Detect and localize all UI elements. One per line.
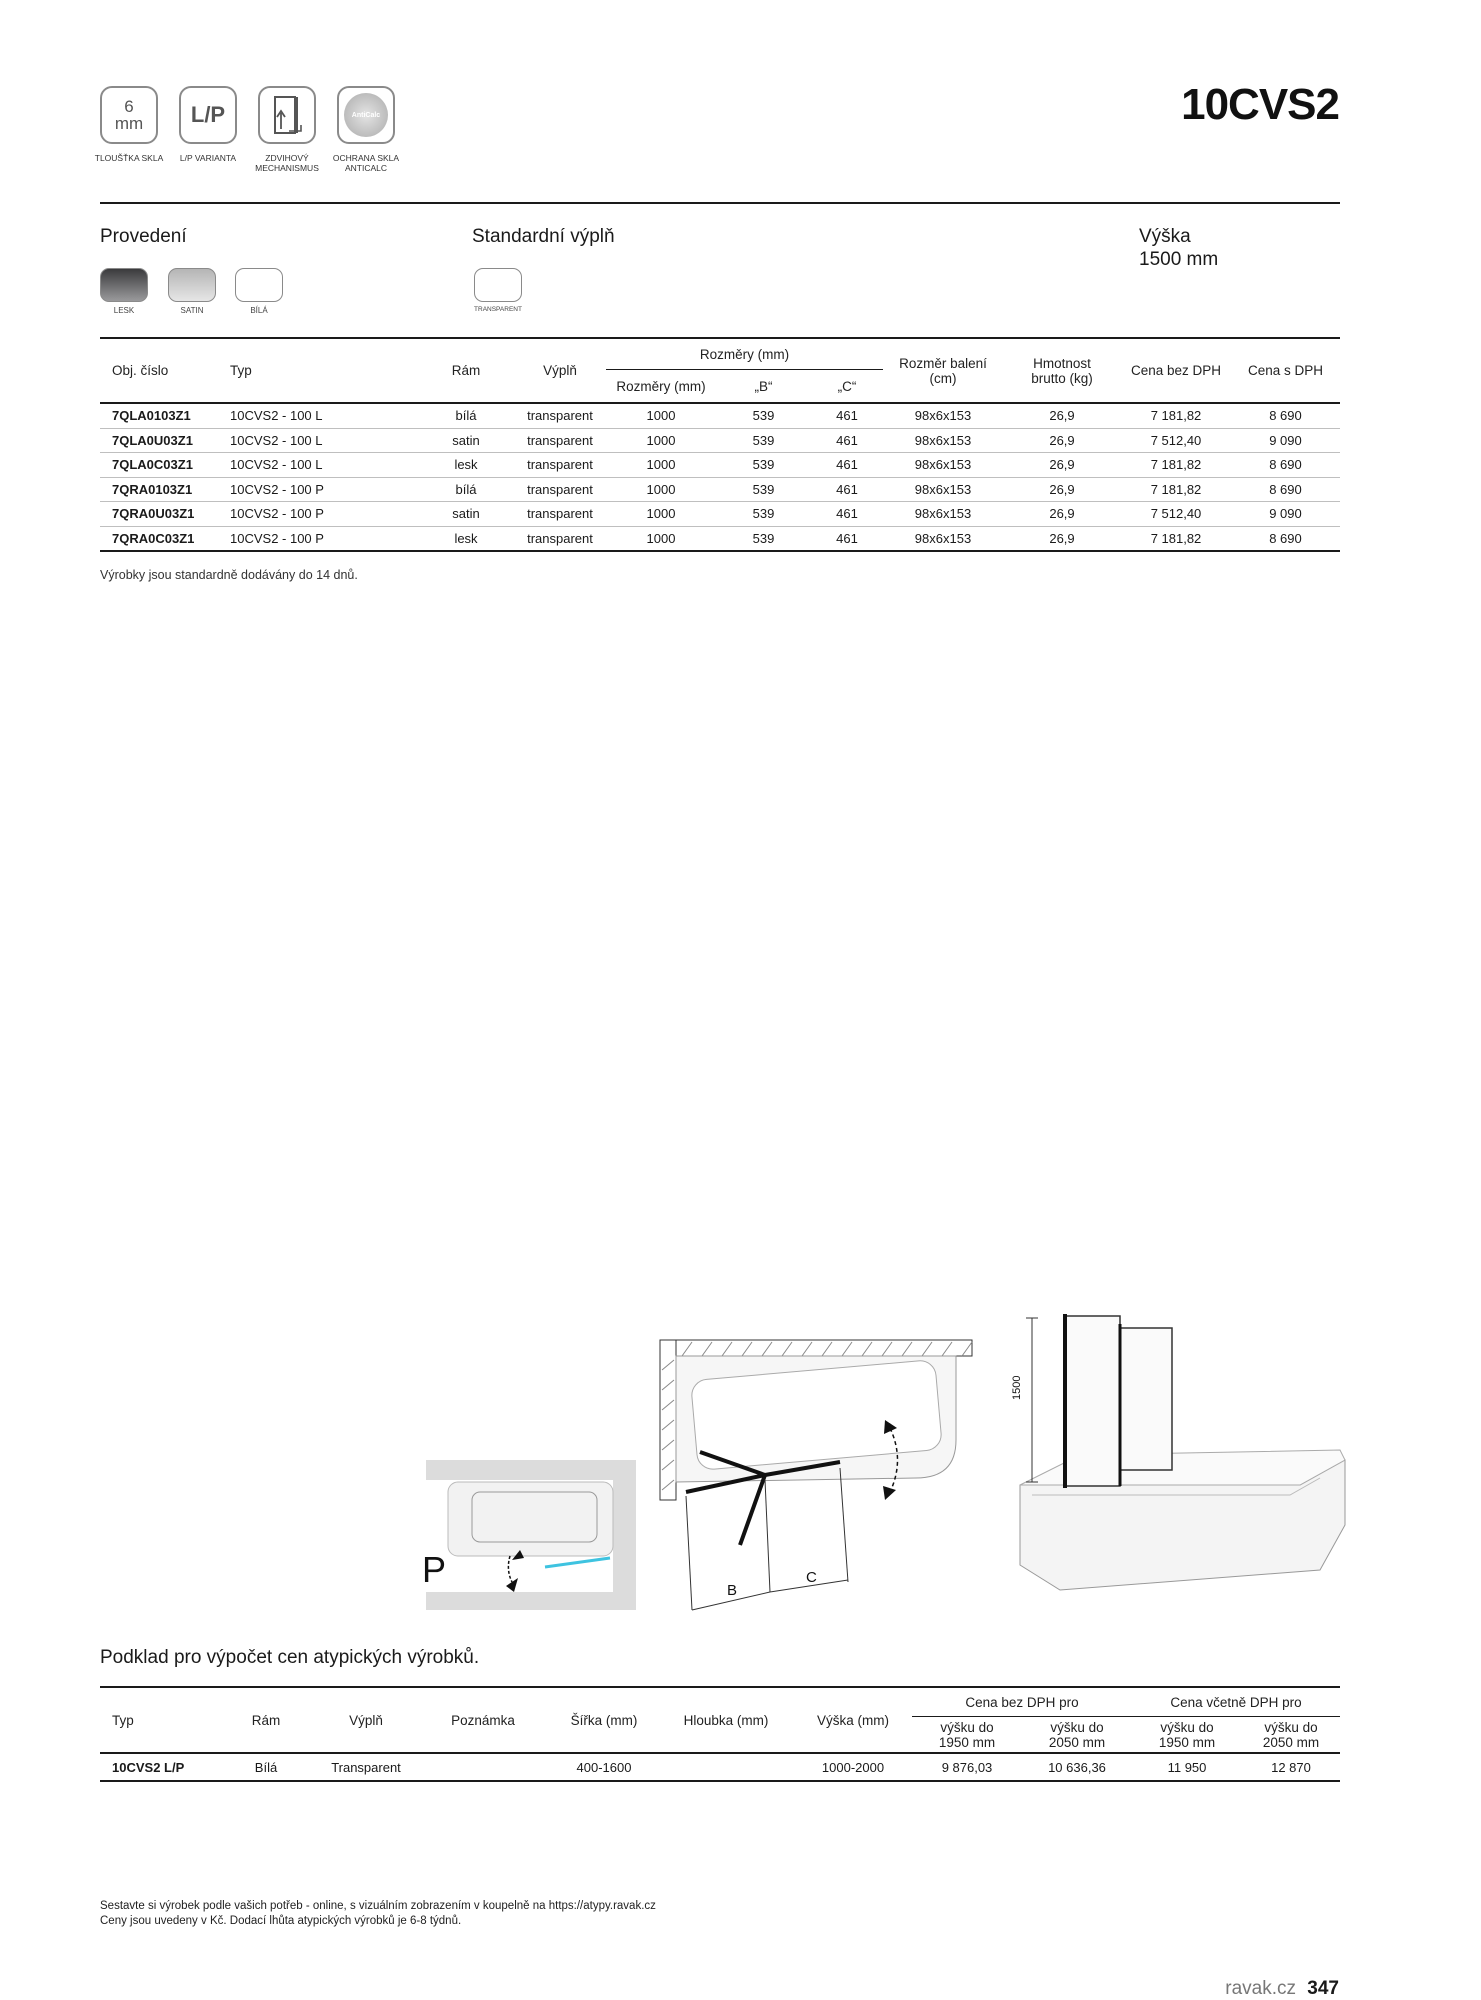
table-cell: 461 — [811, 453, 883, 478]
table-cell: 98x6x153 — [883, 502, 1003, 527]
anticalc-value: AntiCalc — [351, 111, 381, 119]
table-cell: 1000 — [606, 477, 716, 502]
th-c: „C“ — [811, 370, 883, 404]
th-baleni: Rozměr balení (cm) — [883, 338, 1003, 403]
table-cell: 461 — [811, 526, 883, 551]
th-ram: Rám — [418, 338, 514, 403]
table-cell: 7 512,40 — [1121, 428, 1231, 453]
table-cell: satin — [418, 428, 514, 453]
footer-note-line1: Sestavte si výrobek podle vašich potřeb - online, s vizuálním zobrazením v koupelně na https://atypy.ravak.cz — [100, 1900, 656, 1912]
atyp-table — [100, 1686, 1340, 1782]
table-cell: 539 — [716, 526, 811, 551]
th-vypln: Výplň — [514, 338, 606, 403]
th-typ: Typ — [218, 338, 418, 403]
feature-label-anticalc: OCHRANA SKLA ANTICALC — [332, 153, 400, 173]
atyp-th-poznamka: Poznámka — [416, 1687, 550, 1753]
table-cell: 1000 — [606, 428, 716, 453]
table-cell: 539 — [716, 502, 811, 527]
table-cell: 1000 — [606, 403, 716, 428]
swatch-bila — [235, 268, 283, 302]
lift-mechanism-icon — [258, 86, 316, 144]
p-variant-diagram — [426, 1460, 636, 1610]
table-cell: 8 690 — [1231, 453, 1340, 478]
table-cell: 7 181,82 — [1121, 526, 1231, 551]
table-cell: lesk — [418, 453, 514, 478]
table-cell: transparent — [514, 403, 606, 428]
p-label: P — [422, 1549, 447, 1590]
table-cell: 98x6x153 — [883, 526, 1003, 551]
table-cell: Transparent — [316, 1753, 416, 1781]
th-hmotnost: Hmotnost brutto (kg) — [1003, 338, 1121, 403]
swatch-lesk-label: LESK — [113, 306, 135, 315]
table-cell: 461 — [811, 477, 883, 502]
table-cell: 7 181,82 — [1121, 477, 1231, 502]
glass-thickness-value: 6 — [124, 97, 134, 116]
atyp-th-cena-s-group: Cena včetně DPH pro — [1132, 1687, 1340, 1717]
table-cell: 11 950 — [1132, 1753, 1242, 1781]
product-title: 10CVS2 — [1181, 80, 1339, 129]
table-cell: transparent — [514, 502, 606, 527]
table-cell: 10CVS2 - 100 P — [218, 526, 418, 551]
swatch-transparent-label: TRANSPARENT — [474, 306, 522, 313]
table-cell: 10CVS2 - 100 L — [218, 428, 418, 453]
table-cell: 7QLA0U03Z1 — [100, 428, 218, 453]
atyp-th-sub1: výšku do 1950 mm — [912, 1717, 1022, 1753]
table-cell: 26,9 — [1003, 403, 1121, 428]
table-cell: 7QRA0103Z1 — [100, 477, 218, 502]
atyp-th-sub4: výšku do 2050 mm — [1242, 1717, 1340, 1753]
table-cell: 539 — [716, 477, 811, 502]
swatch-lesk — [100, 268, 148, 302]
th-obj: Obj. číslo — [100, 338, 218, 403]
table-cell: transparent — [514, 453, 606, 478]
table-cell: 539 — [716, 453, 811, 478]
atyp-th-sub3: výšku do 1950 mm — [1132, 1717, 1242, 1753]
table-cell: 10CVS2 - 100 P — [218, 477, 418, 502]
product-table — [100, 337, 1340, 552]
table-cell: 461 — [811, 502, 883, 527]
table-cell: 26,9 — [1003, 428, 1121, 453]
footer-note — [100, 1899, 656, 1929]
height-label: 1500 — [1011, 1375, 1023, 1400]
atyp-th-cena-bez-group: Cena bez DPH pro — [912, 1687, 1132, 1717]
swatch-satin — [168, 268, 216, 302]
th-cena-s: Cena s DPH — [1231, 338, 1340, 403]
table-cell: 461 — [811, 403, 883, 428]
table-row — [100, 526, 1340, 551]
table-cell: 7 181,82 — [1121, 403, 1231, 428]
table-cell: 1000 — [606, 502, 716, 527]
table-cell — [416, 1753, 550, 1781]
table-row — [100, 453, 1340, 478]
table-cell: 10CVS2 - 100 P — [218, 502, 418, 527]
th-rozmery-group: Rozměry (mm) — [606, 338, 883, 370]
mounting-diagrams — [420, 1310, 1350, 1620]
swatch-bila-label: BÍLÁ — [250, 306, 268, 315]
glass-thickness-icon — [100, 86, 158, 144]
swatch-transparent — [474, 268, 522, 302]
feature-label-lp: L/P VARIANTA — [179, 153, 237, 163]
table-cell: 98x6x153 — [883, 428, 1003, 453]
atyp-th-hloubka: Hloubka (mm) — [658, 1687, 794, 1753]
footer-note-line2: Ceny jsou uvedeny v Kč. Dodací lhůta atypických výrobků je 6-8 týdnů. — [100, 1915, 462, 1927]
table-cell: 9 090 — [1231, 502, 1340, 527]
th-cena-bez: Cena bez DPH — [1121, 338, 1231, 403]
table-cell: 461 — [811, 428, 883, 453]
table-cell: 8 690 — [1231, 403, 1340, 428]
table-cell: 539 — [716, 403, 811, 428]
th-b: „B“ — [716, 370, 811, 404]
atyp-th-typ: Typ — [100, 1687, 216, 1753]
th-rozmery: Rozměry (mm) — [606, 370, 716, 404]
table-cell: 12 870 — [1242, 1753, 1340, 1781]
table-cell: 9 090 — [1231, 428, 1340, 453]
anticalc-icon — [337, 86, 395, 144]
table-row — [100, 428, 1340, 453]
atyp-th-ram: Rám — [216, 1687, 316, 1753]
table-cell: 9 876,03 — [912, 1753, 1022, 1781]
table-cell: bílá — [418, 477, 514, 502]
vyska-heading: Výška — [1139, 226, 1191, 247]
table-row — [100, 477, 1340, 502]
table-cell: 400-1600 — [550, 1753, 658, 1781]
header-divider — [100, 202, 1340, 204]
table-cell: Bílá — [216, 1753, 316, 1781]
table-cell: 7 512,40 — [1121, 502, 1231, 527]
c-label: C — [806, 1569, 817, 1586]
swatch-satin-label: SATIN — [180, 306, 204, 315]
table-cell: 98x6x153 — [883, 403, 1003, 428]
b-label: B — [727, 1582, 738, 1599]
table-cell: 10CVS2 L/P — [100, 1753, 216, 1781]
table-cell: 10CVS2 - 100 L — [218, 403, 418, 428]
table-cell: 26,9 — [1003, 526, 1121, 551]
table-cell: 98x6x153 — [883, 477, 1003, 502]
table-cell: 10CVS2 - 100 L — [218, 453, 418, 478]
atyp-th-sirka: Šířka (mm) — [550, 1687, 658, 1753]
table-cell: transparent — [514, 477, 606, 502]
table-row — [100, 1753, 1340, 1781]
table-cell: 7QLA0103Z1 — [100, 403, 218, 428]
table-cell: 10 636,36 — [1022, 1753, 1132, 1781]
atyp-heading: Podklad pro výpočet cen atypických výrobků. — [100, 1647, 480, 1668]
atyp-th-sub2: výšku do 2050 mm — [1022, 1717, 1132, 1753]
feature-label-lift: ZDVIHOVÝ MECHANISMUS — [255, 153, 319, 173]
table-cell: 7QRA0U03Z1 — [100, 502, 218, 527]
page-number: 347 — [1307, 1978, 1339, 1999]
table-cell: lesk — [418, 526, 514, 551]
table-cell — [658, 1753, 794, 1781]
atyp-th-vyska: Výška (mm) — [794, 1687, 912, 1753]
table-cell: 26,9 — [1003, 453, 1121, 478]
table-row — [100, 403, 1340, 428]
vypln-heading: Standardní výplň — [472, 226, 615, 247]
table-cell: 539 — [716, 428, 811, 453]
site-link[interactable]: ravak.cz — [1225, 1978, 1297, 1999]
feature-label-thickness: TLOUŠŤKA SKLA — [94, 153, 164, 163]
table-cell: 8 690 — [1231, 526, 1340, 551]
table-cell: 1000 — [606, 526, 716, 551]
lp-variant-value: L/P — [190, 102, 226, 127]
table-cell: 7QRA0C03Z1 — [100, 526, 218, 551]
table-cell: 26,9 — [1003, 502, 1121, 527]
table-cell: 1000-2000 — [794, 1753, 912, 1781]
table-cell: 1000 — [606, 453, 716, 478]
table-cell: transparent — [514, 428, 606, 453]
glass-thickness-unit: mm — [114, 114, 144, 133]
page-footer — [1225, 1978, 1339, 2000]
atyp-th-vypln: Výplň — [316, 1687, 416, 1753]
lp-variant-icon — [179, 86, 237, 144]
table-row — [100, 502, 1340, 527]
table-cell: 98x6x153 — [883, 453, 1003, 478]
table-cell: bílá — [418, 403, 514, 428]
vyska-value: 1500 mm — [1139, 249, 1219, 270]
perspective-diagram — [1020, 1314, 1345, 1590]
table-cell: 7QLA0C03Z1 — [100, 453, 218, 478]
table-cell: satin — [418, 502, 514, 527]
table-cell: transparent — [514, 526, 606, 551]
table-cell: 7 181,82 — [1121, 453, 1231, 478]
provedeni-heading: Provedení — [100, 226, 187, 247]
delivery-note: Výrobky jsou standardně dodávány do 14 dnů. — [100, 568, 358, 582]
table-cell: 26,9 — [1003, 477, 1121, 502]
table-cell: 8 690 — [1231, 477, 1340, 502]
